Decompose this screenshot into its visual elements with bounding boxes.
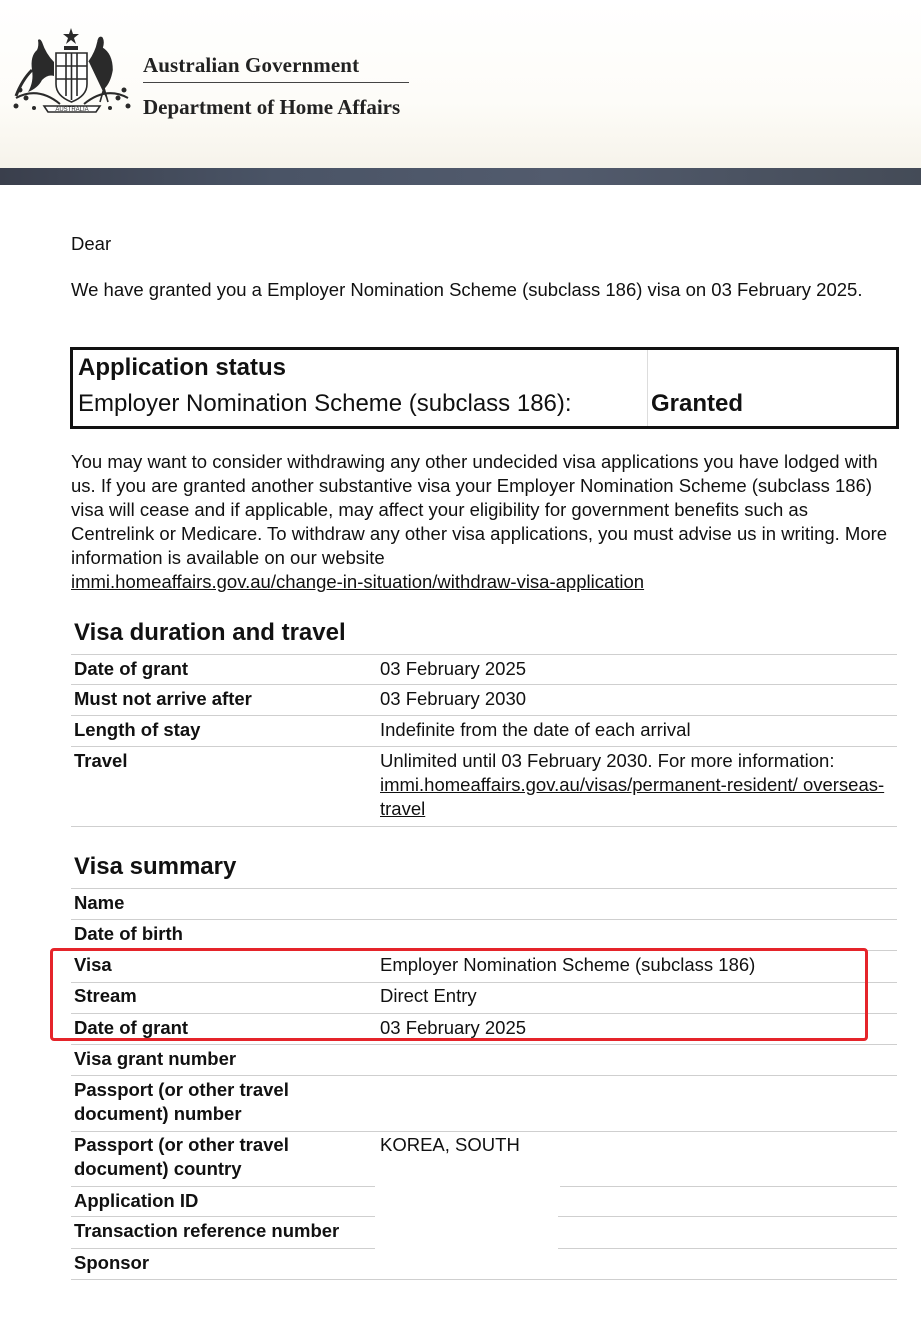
row-divider bbox=[71, 1131, 897, 1132]
grant-statement: We have granted you a Employer Nomination Scheme (subclass 186) visa on 03 February 2025. bbox=[71, 279, 863, 300]
row-divider bbox=[558, 1216, 897, 1217]
government-name: Australian Government bbox=[143, 53, 360, 77]
row-divider bbox=[71, 1075, 897, 1076]
status-divider bbox=[647, 350, 648, 426]
row-divider bbox=[71, 715, 897, 716]
row-divider bbox=[71, 684, 897, 685]
status-title: Application status bbox=[78, 354, 287, 381]
row-divider bbox=[71, 746, 897, 747]
row-divider bbox=[71, 1279, 897, 1280]
summary-value-stream: Direct Entry bbox=[380, 985, 477, 1006]
withdraw-text: You may want to consider withdrawing any other undecided visa applications you have lodged with us. If you are granted another substantive visa your Employer Nomination Scheme (subclass 186) visa will cease and if applicable, may affect your eligibility for government benefits such as Centrelink or Medicare. To withdraw any other visa applications, you must advise us in writing. More information is available on our website bbox=[71, 451, 888, 568]
summary-section-title: Visa summary bbox=[74, 853, 237, 880]
row-divider bbox=[71, 1216, 375, 1217]
summary-label-passport-country: Passport (or other travel document) country bbox=[74, 1134, 289, 1179]
summary-label-visa-grant-number: Visa grant number bbox=[74, 1048, 237, 1069]
highlight-annotation-box bbox=[50, 948, 868, 1041]
duration-label-must-not-arrive: Must not arrive after bbox=[74, 688, 252, 709]
summary-label-transaction-reference: Transaction reference number bbox=[74, 1220, 340, 1241]
crest-scroll-text: AUSTRALIA bbox=[55, 107, 89, 113]
duration-value-must-not-arrive: 03 February 2030 bbox=[380, 688, 527, 709]
status-visa: Employer Nomination Scheme (subclass 186): bbox=[78, 390, 572, 417]
summary-label-visa: Visa bbox=[74, 954, 112, 975]
header-divider bbox=[143, 82, 409, 83]
summary-value-visa: Employer Nomination Scheme (subclass 186) bbox=[380, 954, 756, 975]
summary-label-sponsor: Sponsor bbox=[74, 1252, 150, 1273]
row-divider bbox=[71, 888, 897, 889]
summary-label-name: Name bbox=[74, 892, 125, 913]
duration-label-date-of-grant: Date of grant bbox=[74, 658, 189, 679]
coat-of-arms-icon bbox=[8, 26, 136, 122]
row-divider bbox=[71, 826, 897, 827]
summary-label-date-of-grant: Date of grant bbox=[74, 1017, 189, 1038]
summary-label-stream: Stream bbox=[74, 985, 137, 1006]
row-divider bbox=[71, 1044, 897, 1045]
summary-label-application-id: Application ID bbox=[74, 1190, 199, 1211]
row-divider bbox=[71, 1248, 375, 1249]
travel-link[interactable]: immi.homeaffairs.gov.au/visas/permanent-resident/ overseas-travel bbox=[380, 774, 885, 819]
row-divider bbox=[71, 919, 897, 920]
application-status-box bbox=[70, 347, 899, 429]
row-divider bbox=[558, 1248, 897, 1249]
row-divider bbox=[560, 1186, 897, 1187]
summary-label-date-of-birth: Date of birth bbox=[74, 923, 183, 944]
duration-section-title: Visa duration and travel bbox=[74, 619, 346, 646]
duration-label-travel: Travel bbox=[74, 750, 128, 771]
duration-value-travel bbox=[380, 749, 885, 821]
withdraw-paragraph bbox=[71, 450, 891, 594]
row-divider bbox=[71, 1186, 375, 1187]
letterhead bbox=[0, 0, 921, 170]
summary-label-passport-number: Passport (or other travel document) number bbox=[74, 1079, 289, 1124]
summary-value-passport-country: KOREA, SOUTH bbox=[380, 1134, 520, 1155]
duration-label-length-of-stay: Length of stay bbox=[74, 719, 201, 740]
header-band bbox=[0, 168, 921, 185]
row-divider bbox=[71, 654, 897, 655]
status-value: Granted bbox=[651, 390, 744, 417]
department-name: Department of Home Affairs bbox=[143, 95, 401, 119]
duration-value-date-of-grant: 03 February 2025 bbox=[380, 658, 527, 679]
summary-value-date-of-grant: 03 February 2025 bbox=[380, 1017, 527, 1038]
duration-value-length-of-stay: Indefinite from the date of each arrival bbox=[380, 719, 691, 740]
withdraw-link[interactable]: immi.homeaffairs.gov.au/change-in-situation/withdraw-visa-application bbox=[71, 571, 645, 592]
travel-text: Unlimited until 03 February 2030. For more information: bbox=[380, 750, 835, 771]
greeting: Dear bbox=[71, 233, 112, 254]
